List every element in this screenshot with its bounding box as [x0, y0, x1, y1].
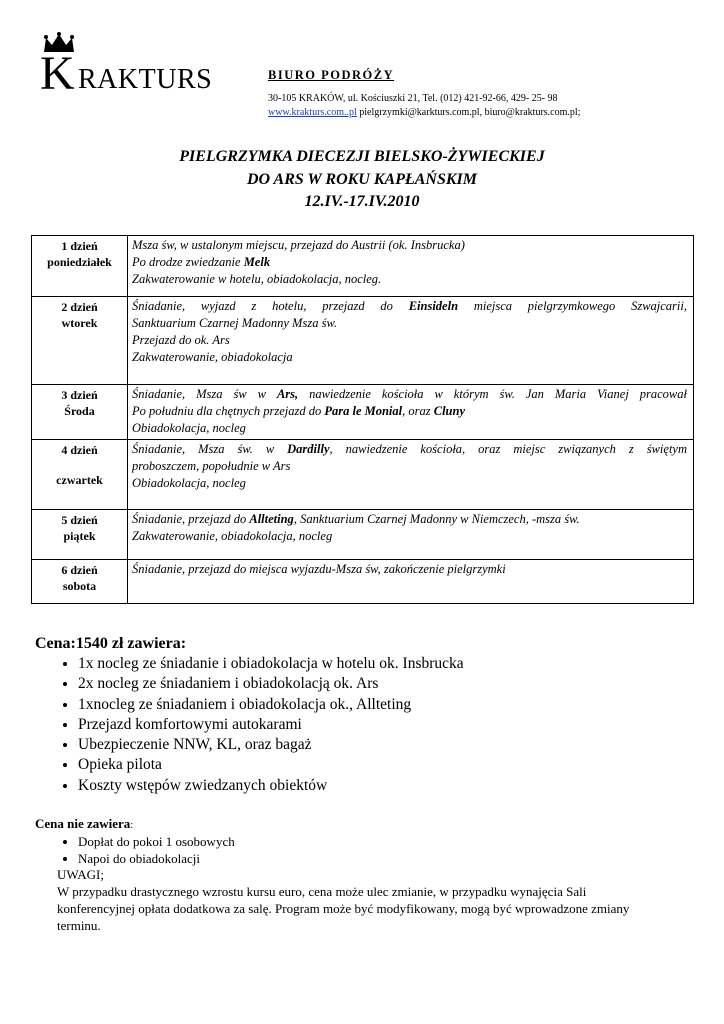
table-row: [32, 236, 694, 297]
notes-text: W przypadku drastycznego wzrostu kursu euro, cena może ulec zmianie, w przypadku wynajęcia Sali konferencyjnej opłata dodatkowa za salę. Program może być modyfikowany, mogą być wprowadzone zmiany terminu.: [57, 884, 630, 933]
table-row: [32, 510, 694, 560]
day-cell: 4 dzień czwartek: [32, 440, 128, 510]
day-description: Śniadanie, przejazd do Allteting, Sanktuarium Czarnej Madonny w Niemczech, -msza św. Zakwaterowanie, obiadokolacja, nocleg: [128, 510, 694, 560]
emails: pielgrzymki@karkturs.com.pl, biuro@krakturs.com.pl;: [356, 107, 581, 118]
list-item: • Dopłat do pokoi 1 osobowych: [78, 833, 235, 850]
list-item: • Koszty wstępów zwiedzanych obiektów: [78, 776, 464, 796]
day-description: Śniadanie, wyjazd z hotelu, przejazd do Einsideln miejsca pielgrzymkowego Szwajcarii, Sanktuarium Czarnej Madonny Msza św. Przejazd do ok. Ars Zakwaterowanie, obiadokolacja: [128, 297, 694, 385]
contact-line: [268, 106, 580, 120]
day-description: Śniadanie, Msza św. w Dardilly, nawiedzenie kościoła, oraz miejsc związanych z świętym proboszczem, popołudnie w Ars Obiadokolacja, nocleg: [128, 440, 694, 510]
not-included-list: [40, 833, 235, 867]
day-description: Śniadanie, Msza św w Ars, nawiedzenie kościoła w którym św. Jan Maria Vianej pracował Po południu dla chętnych przejazd do Para le Monial, oraz Cluny Obiadokolacja, nocleg: [128, 385, 694, 440]
address: 30-105 KRAKÓW, ul. Kościuszki 21, Tel. (012) 421-92-66, 429- 25- 98: [268, 93, 558, 104]
logo-initial: K: [40, 47, 75, 100]
agency-label: BIURO PODRÓŻY: [268, 68, 395, 82]
table-row: [32, 440, 694, 510]
day-cell: 6 dzień sobota: [32, 560, 128, 604]
table-row: [32, 385, 694, 440]
notes-label: UWAGI;: [57, 867, 104, 882]
price-heading: Cena:1540 zł zawiera:: [35, 635, 187, 652]
included-list: [40, 654, 464, 796]
title-dates: 12.IV.-17.IV.2010: [304, 193, 420, 210]
title-line-1: PIELGRZYMKA DIECEZJI BIELSKO-ŻYWIECKIEJ: [179, 148, 545, 165]
list-item: • Ubezpieczenie NNW, KL, oraz bagaż: [78, 735, 464, 755]
list-item: • Opieka pilota: [78, 755, 464, 775]
list-item: • 2x nocleg ze śniadaniem i obiadokolacją ok. Ars: [78, 674, 464, 694]
list-item: • 1x nocleg ze śniadanie i obiadokolacja w hotelu ok. Insbrucka: [78, 654, 464, 674]
day-description: Śniadanie, przejazd do miejsca wyjazdu-Msza św, zakończenie pielgrzymki: [128, 560, 694, 604]
day-cell: 2 dzień wtorek: [32, 297, 128, 385]
table-row: [32, 560, 694, 604]
list-item: • 1xnocleg ze śniadaniem i obiadokolacja ok., Allteting: [78, 695, 464, 715]
day-cell: 5 dzień piątek: [32, 510, 128, 560]
day-cell: 3 dzień Środa: [32, 385, 128, 440]
logo-text: RAKTURS: [78, 64, 213, 95]
company-logo: [40, 32, 240, 102]
website-link[interactable]: www.krakturs.com..pl: [268, 107, 357, 118]
contact-info: [268, 92, 580, 120]
day-description: Msza św, w ustalonym miejscu, przejazd do Austrii (ok. Insbrucka) Po drodze zwiedzanie Melk Zakwaterowanie w hotelu, obiadokolacja, nocleg.: [128, 236, 694, 297]
not-included-heading: Cena nie zawiera:: [35, 816, 134, 831]
notes: [57, 866, 667, 934]
program-table: [31, 235, 694, 604]
list-item: • Napoi do obiadokolacji: [78, 850, 235, 867]
table-row: [32, 297, 694, 385]
day-cell: 1 dzień poniedziałek: [32, 236, 128, 297]
list-item: • Przejazd komfortowymi autokarami: [78, 715, 464, 735]
title-line-2: DO ARS W ROKU KAPŁAŃSKIM: [247, 171, 477, 188]
